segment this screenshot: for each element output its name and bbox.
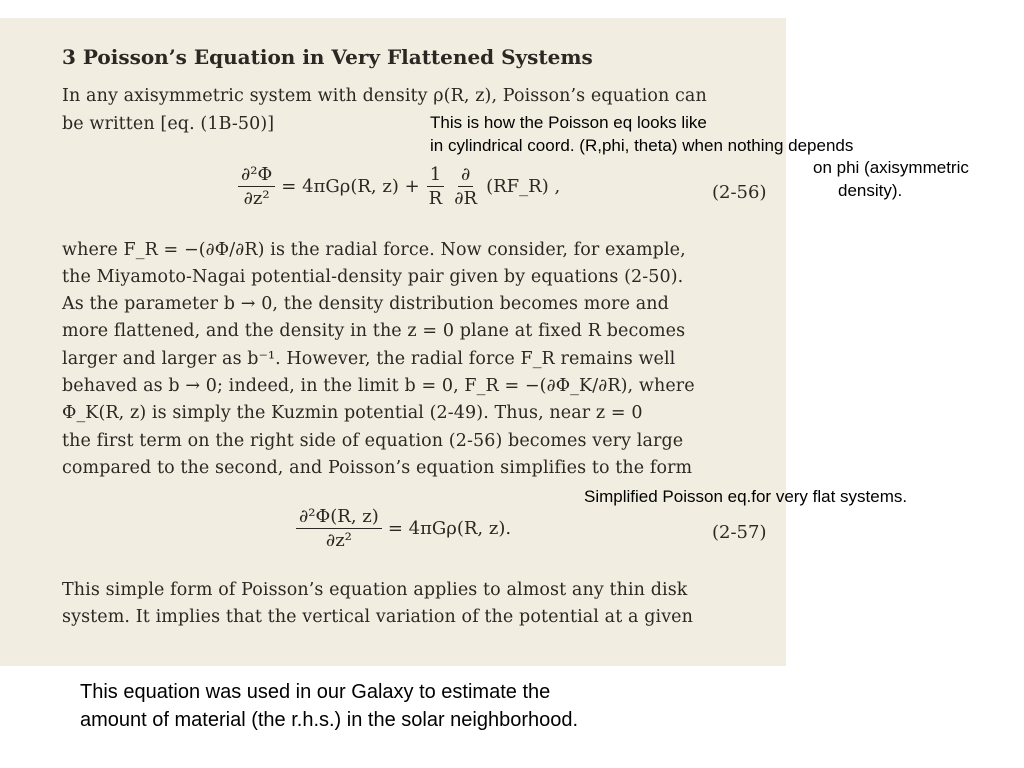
body-line: compared to the second, and Poisson’s equation simplifies to the form (62, 458, 693, 478)
eq-fraction (296, 506, 382, 551)
closing-line: This simple form of Poisson’s equation applies to almost any thin disk (62, 580, 688, 600)
body-line: As the parameter b → 0, the density distribution becomes more and (62, 294, 669, 314)
closing-line: system. It implies that the vertical variation of the potential at a given (62, 607, 694, 627)
fraction-numerator: ∂²Φ(R, z) (296, 506, 382, 529)
eq-middle: = 4πGρ(R, z) + (281, 176, 420, 197)
fraction-denominator: ∂z² (325, 530, 352, 551)
annotation-line: amount of material (the r.h.s.) in the solar neighborhood. (80, 709, 579, 731)
annotation-line: density). (838, 180, 903, 200)
annotation-cylindrical-coords (430, 112, 969, 202)
annotation-line: in cylindrical coord. (R,phi, theta) when nothing depends (430, 135, 854, 155)
annotation-line: on phi (axisymmetric (813, 158, 969, 177)
eq-rhs: = 4πGρ(R, z). (387, 518, 512, 539)
annotation-galaxy-usage (80, 678, 578, 734)
section-title: 3 Poisson’s Equation in Very Flattened Systems (62, 45, 593, 69)
annotation-line: This equation was used in our Galaxy to estimate the (80, 681, 551, 703)
fraction-denominator: ∂R (454, 188, 478, 209)
fraction-numerator: 1 (427, 164, 444, 187)
body-line: more flattened, and the density in the z = 0 plane at fixed R becomes (62, 321, 686, 341)
body-line: Φ_K(R, z) is simply the Kuzmin potential (2-49). Thus, near z = 0 (62, 403, 643, 423)
body-line: where F_R = −(∂Φ/∂R) is the radial force. Now consider, for example, (62, 240, 686, 260)
fraction-denominator: R (428, 188, 443, 209)
equation-number: (2-57) (712, 522, 767, 543)
intro-line: In any axisymmetric system with density ρ(R, z), Poisson’s equation can (62, 86, 707, 106)
fraction-numerator: ∂²Φ (238, 164, 275, 187)
annotation-line: This is how the Poisson eq looks like (430, 113, 707, 132)
equation-number: (2-56) (712, 182, 767, 203)
equation-2-57 (296, 506, 511, 551)
body-line: the first term on the right side of equation (2-56) becomes very large (62, 431, 684, 451)
body-line: the Miyamoto-Nagai potential-density pair given by equations (2-50). (62, 267, 684, 287)
body-line: larger and larger as b⁻¹. However, the radial force F_R remains well (62, 349, 676, 369)
annotation-flat-systems: Simplified Poisson eq.for very flat systems. (584, 487, 908, 506)
intro-line: be written [eq. (1B-50)] (62, 114, 275, 134)
body-line: behaved as b → 0; indeed, in the limit b = 0, F_R = −(∂Φ_K/∂R), where (62, 376, 695, 396)
fraction-denominator: ∂z² (243, 188, 270, 209)
fraction-numerator: ∂ (458, 164, 473, 187)
eq-fraction (238, 164, 275, 209)
eq-tail: (RF_R) , (486, 176, 561, 197)
